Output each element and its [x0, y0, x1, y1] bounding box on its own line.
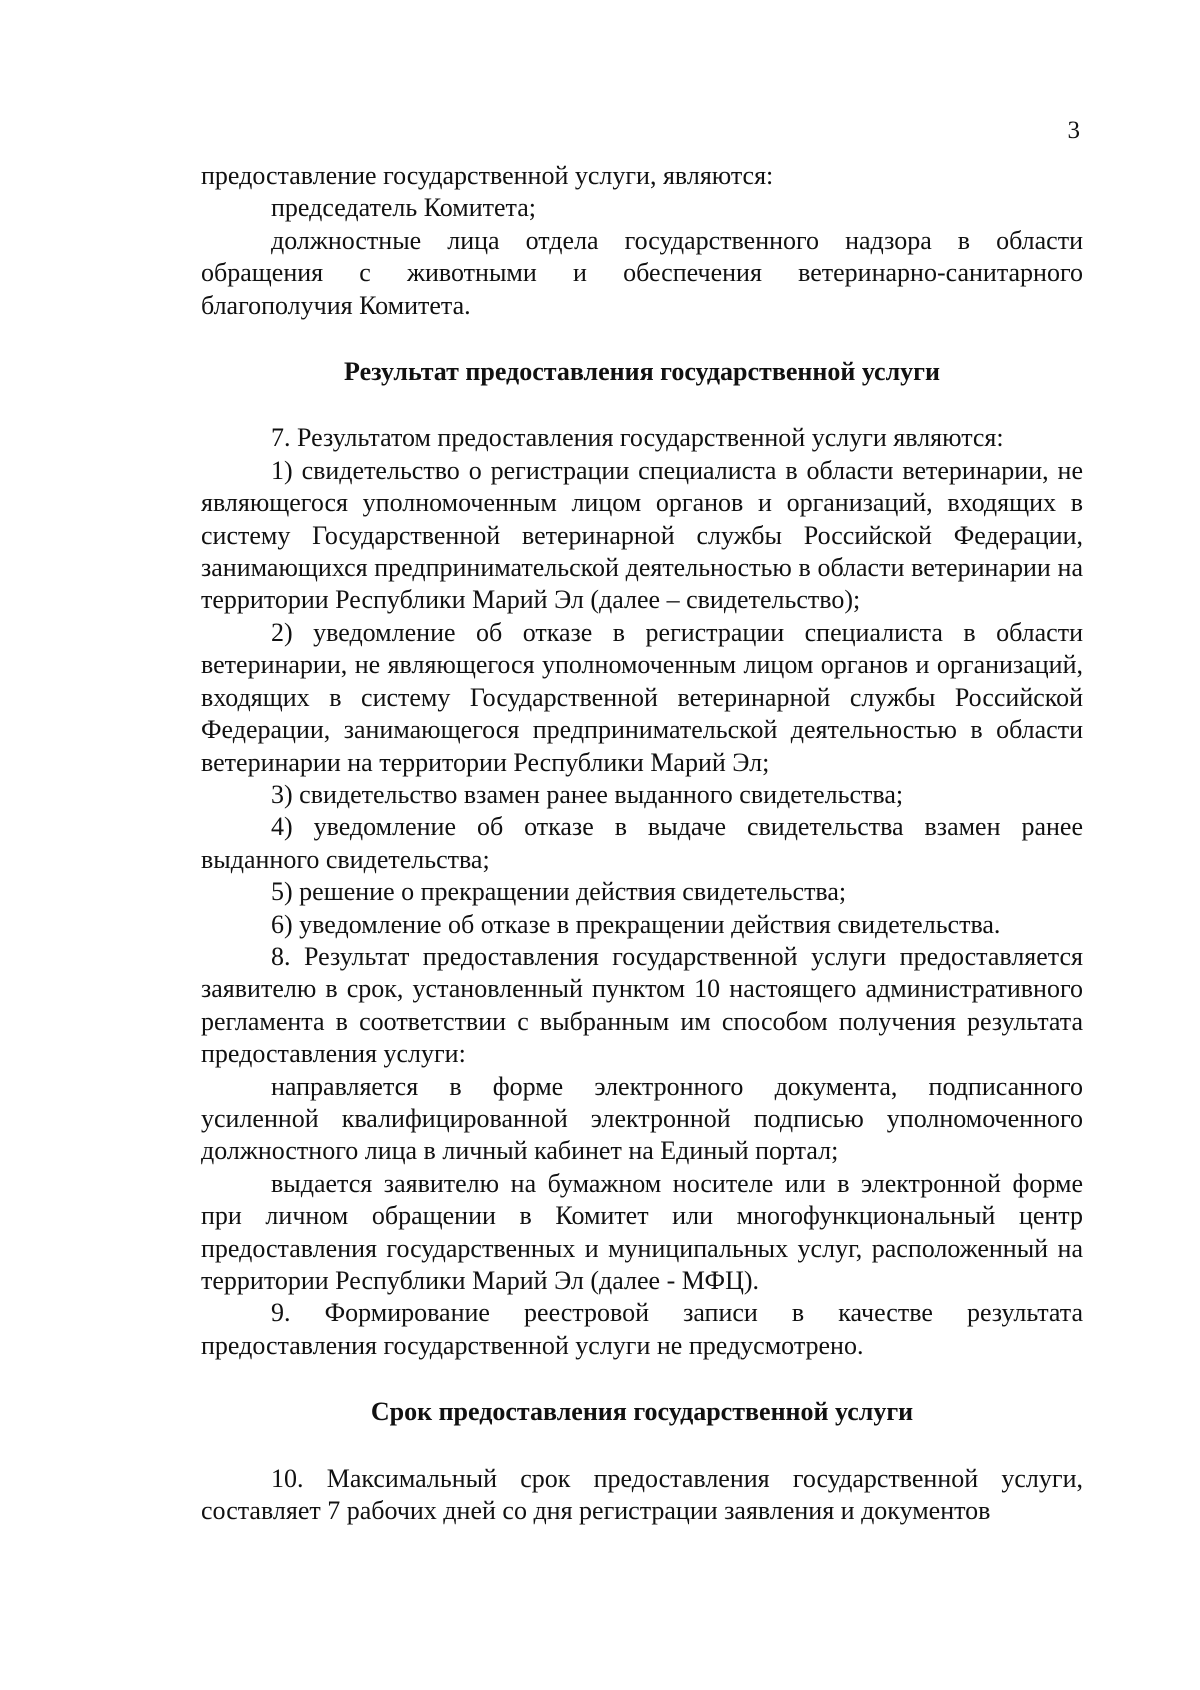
paragraph: 4) уведомление об отказе в выдаче свидетельства взамен ранее выданного свидетельства;: [201, 812, 1083, 874]
paragraph: выдается заявителю на бумажном носителе или в электронной форме при личном обращении в Комитет или многофункциональный центр предоставления государственных и муниципальных услуг, расположенный на территории Республики Марий Эл (далее - МФЦ).: [201, 1168, 1083, 1295]
section-heading-result: Результат предоставления государственной услуги: [344, 357, 940, 387]
document-body: [201, 160, 1083, 1527]
page-number: 3: [1067, 117, 1080, 144]
paragraph: 6) уведомление об отказе в прекращении действия свидетельства.: [271, 909, 1001, 939]
paragraph: направляется в форме электронного документа, подписанного усиленной квалифицированной электронной подписью уполномоченного должностного лица в личный кабинет на Единый портал;: [201, 1071, 1083, 1166]
paragraph: должностные лица отдела государственного надзора в области обращения с животными и обеспечения ветеринарно-санитарного благополучия Комитета.: [201, 225, 1083, 320]
paragraph: 3) свидетельство взамен ранее выданного свидетельства;: [271, 779, 904, 809]
paragraph: 1) свидетельство о регистрации специалиста в области ветеринарии, не являющегося уполномоченным лицом органов и организаций, входящих в систему Государственной ветеринарной службы Российской Федерации, занимающихся предпринимательской деятельностью в области ветеринарии на территории Республики Марий Эл (далее – свидетельство);: [201, 455, 1083, 615]
section-heading-term: Срок предоставления государственной услуги: [370, 1397, 914, 1427]
paragraph: 2) уведомление об отказе в регистрации специалиста в области ветеринарии, не являющегося уполномоченным лицом органов и организаций, входящих в систему Государственной ветеринарной службы Российской Федерации, занимающегося предпринимательской деятельностью в области ветеринарии на территории Республики Марий Эл;: [201, 617, 1083, 777]
paragraph: 7. Результатом предоставления государственной услуги являются:: [271, 423, 1004, 453]
paragraph: председатель Комитета;: [271, 193, 536, 223]
paragraph: 9. Формирование реестровой записи в качестве результата предоставления государственной услуги не предусмотрено.: [201, 1298, 1083, 1360]
paragraph: 5) решение о прекращении действия свидетельства;: [271, 877, 847, 907]
paragraph: 10. Максимальный срок предоставления государственной услуги, составляет 7 рабочих дней со дня регистрации заявления и документов: [201, 1463, 1083, 1526]
paragraph: предоставление государственной услуги, являются:: [201, 161, 774, 190]
paragraph: 8. Результат предоставления государственной услуги предоставляется заявителю в срок, установленный пунктом 10 настоящего административного регламента в соответствии с выбранным им способом получения результата предоставления услуги:: [201, 941, 1083, 1069]
